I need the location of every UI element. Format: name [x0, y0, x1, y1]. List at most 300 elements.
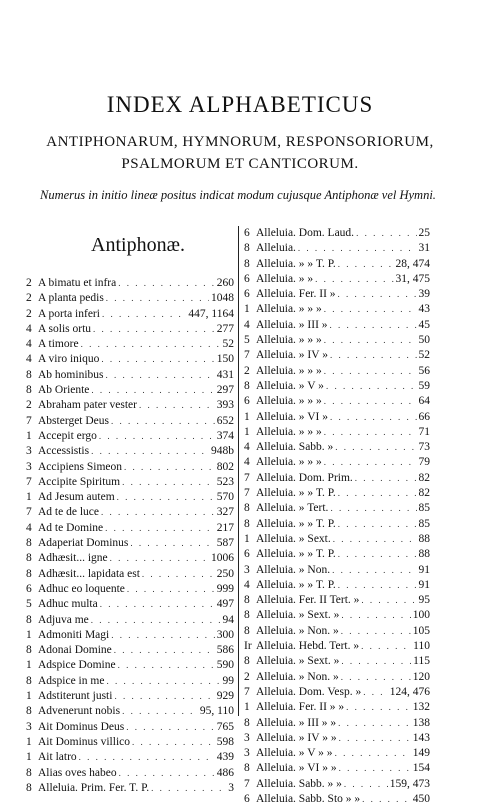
- index-entry: [244, 394, 430, 409]
- entry-mode: 8: [26, 613, 32, 626]
- entry-mode: 1: [244, 532, 250, 545]
- dot-leader: [126, 720, 215, 735]
- entry-title: Adspice Domine: [38, 659, 116, 672]
- entry-mode: 6: [244, 792, 250, 805]
- entry-page-number: 587: [216, 537, 234, 550]
- entry-title: Alleluia. » IV » »: [256, 731, 337, 744]
- entry-mode: 6: [244, 272, 250, 285]
- entry-page-number: 586: [216, 644, 234, 657]
- dot-leader: [338, 486, 417, 501]
- index-entry: [26, 567, 234, 582]
- entry-title: A bimatu et infra: [38, 277, 117, 289]
- dot-leader: [100, 597, 215, 612]
- index-entry: [26, 628, 234, 643]
- entry-title: Ab Oriente: [38, 384, 90, 397]
- index-entry: [26, 444, 234, 459]
- dot-leader: [339, 761, 411, 776]
- entry-title: Alleluia. Dom. Prim.: [256, 471, 353, 484]
- entry-page-number: 73: [418, 441, 430, 454]
- index-entry: [26, 352, 234, 367]
- entry-mode: 8: [244, 624, 250, 637]
- index-entry: [26, 291, 234, 306]
- entry-mode: 6: [26, 582, 32, 595]
- dot-leader: [362, 792, 411, 807]
- index-entry: [26, 658, 234, 673]
- entry-mode: 1: [244, 701, 250, 714]
- entry-page-number: 143: [412, 731, 430, 744]
- entry-title: Alleluia. » » T. P.: [256, 487, 336, 500]
- entry-mode: 5: [244, 334, 250, 347]
- entry-title: Alleluia. » VI »: [256, 410, 328, 423]
- dot-leader: [111, 628, 215, 643]
- dot-leader: [330, 410, 417, 425]
- entry-title: Alleluia. Sabb. » »: [256, 777, 342, 790]
- entry-title: Alleluia. » » »: [256, 303, 322, 316]
- entry-page-number: 523: [216, 475, 234, 488]
- dot-leader: [99, 429, 215, 444]
- entry-mode: 6: [244, 548, 250, 561]
- entry-title: Alleluia. » V »: [256, 379, 324, 392]
- entry-page-number: 447, 1164: [188, 307, 234, 320]
- index-entry: [244, 761, 430, 776]
- entry-page-number: 277: [216, 322, 234, 335]
- entry-title: Accessistis: [38, 445, 90, 458]
- entry-page-number: 159, 473: [389, 777, 430, 790]
- entry-page-number: 31: [418, 242, 430, 255]
- entry-mode: 4: [244, 578, 250, 591]
- right-column: [244, 226, 430, 807]
- entry-mode: 6: [244, 395, 250, 408]
- index-entry: [244, 532, 430, 547]
- entry-page-number: 150: [216, 353, 234, 366]
- entry-title: Absterget Deus: [38, 414, 110, 427]
- dot-leader: [341, 670, 411, 685]
- entry-mode: 1: [26, 751, 32, 764]
- index-entry: [244, 287, 430, 302]
- entry-mode: 7: [26, 475, 32, 488]
- entry-mode: 2: [26, 277, 32, 289]
- entry-mode: 8: [26, 368, 32, 381]
- dot-leader: [118, 276, 215, 291]
- entry-page-number: 110: [413, 640, 430, 653]
- subtitle-line-1: ANTIPHONARUM, HYMNORUM, RESPONSORIORUM,: [46, 134, 434, 150]
- index-entry: [244, 425, 430, 440]
- index-entry: [244, 517, 430, 532]
- entry-mode: 3: [244, 747, 250, 760]
- entry-title: Alleluia. » » »: [256, 334, 322, 347]
- index-entry: [244, 333, 430, 348]
- entry-title: Alleluia. » Non. »: [256, 670, 339, 683]
- entry-mode: 4: [26, 353, 32, 366]
- entry-mode: 3: [244, 731, 250, 744]
- index-entry: [244, 302, 430, 317]
- entry-mode: 4: [244, 318, 250, 331]
- dot-leader: [355, 471, 417, 486]
- index-entry: [26, 597, 234, 612]
- entry-title: Alleluia. Prim. Fer. T. P.: [38, 781, 150, 794]
- entry-title: Ait Dominus villico: [38, 735, 130, 748]
- dot-leader: [335, 746, 411, 761]
- index-entry: [26, 322, 234, 337]
- index-entry: [244, 348, 430, 363]
- entry-page-number: 100: [412, 609, 430, 622]
- dot-leader: [339, 731, 411, 746]
- dot-leader: [344, 777, 388, 792]
- entry-title: Alleluia. Dom. Vesp. »: [256, 685, 362, 698]
- dot-leader: [139, 398, 215, 413]
- entry-title: Adonai Domine: [38, 644, 112, 657]
- entry-title: Alleluia. » » »: [256, 395, 322, 408]
- entry-title: Alleluia. Sabb. Sto » »: [256, 792, 361, 805]
- index-entry: [244, 547, 430, 562]
- entry-mode: 1: [244, 410, 250, 423]
- index-entry: [244, 654, 430, 669]
- index-entry: [244, 608, 430, 623]
- entry-title: Alleluia. » » T. P.: [256, 257, 336, 270]
- dot-leader: [114, 689, 214, 704]
- index-entry: [244, 364, 430, 379]
- index-entry: [26, 398, 234, 413]
- index-entry: [26, 490, 234, 505]
- index-entry: [244, 716, 430, 731]
- entry-page-number: 66: [418, 410, 430, 423]
- dot-leader: [122, 475, 215, 490]
- index-entry: [26, 613, 234, 628]
- entry-page-number: 95: [418, 594, 430, 607]
- dot-leader: [338, 517, 417, 532]
- entry-mode: 3: [26, 720, 32, 733]
- entry-mode: 8: [244, 716, 250, 729]
- dot-leader: [341, 608, 410, 623]
- dot-leader: [361, 593, 416, 608]
- index-entry: [244, 563, 430, 578]
- entry-title: Alleluia. » III » »: [256, 716, 337, 729]
- dot-leader: [335, 440, 416, 455]
- dot-leader: [330, 501, 416, 516]
- index-entry: [26, 750, 234, 765]
- index-entry: [244, 440, 430, 455]
- dot-leader: [105, 521, 215, 536]
- entry-mode: 8: [26, 552, 32, 565]
- entry-page-number: 486: [216, 766, 234, 779]
- entry-mode: 1: [26, 735, 32, 748]
- entry-mode: 6: [244, 288, 250, 301]
- index-entry: [26, 414, 234, 429]
- dot-leader: [324, 425, 417, 440]
- index-entry: [244, 624, 430, 639]
- entry-title: Alias oves habeo: [38, 766, 117, 779]
- entry-title: Ait latro: [38, 751, 77, 764]
- index-entry: [244, 777, 430, 792]
- index-entry: [244, 318, 430, 333]
- dot-leader: [118, 658, 215, 673]
- entry-mode: 8: [244, 594, 250, 607]
- entry-page-number: 598: [216, 735, 234, 748]
- index-entry: [26, 781, 234, 796]
- entry-page-number: 91: [418, 578, 430, 591]
- entry-mode: 7: [244, 471, 250, 484]
- entry-mode: 2: [26, 292, 32, 305]
- entry-page-number: 105: [412, 624, 430, 637]
- index-entry: [26, 460, 234, 475]
- entry-page-number: 82: [418, 487, 430, 500]
- entry-title: Alleluia. » » »: [256, 425, 322, 438]
- entry-title: A viro iniquo: [38, 353, 100, 366]
- entry-mode: 8: [244, 609, 250, 622]
- index-entry: [26, 551, 234, 566]
- entry-page-number: 124, 476: [389, 685, 430, 698]
- entry-mode: 7: [244, 349, 250, 362]
- entry-page-number: 297: [216, 384, 234, 397]
- dot-leader: [102, 307, 186, 322]
- index-entry: [26, 766, 234, 781]
- entry-page-number: 99: [222, 674, 234, 687]
- index-entry: [26, 307, 234, 322]
- index-entry: [244, 685, 430, 700]
- entry-mode: 7: [244, 487, 250, 500]
- dot-leader: [361, 639, 411, 654]
- entry-page-number: 3: [228, 781, 234, 794]
- entry-page-number: 802: [216, 460, 234, 473]
- entry-mode: 8: [244, 257, 250, 270]
- entry-page-number: 1048: [211, 292, 234, 305]
- entry-page-number: 439: [216, 751, 234, 764]
- entry-page-number: 115: [413, 655, 430, 668]
- entry-page-number: 374: [216, 429, 234, 442]
- index-entry: [26, 536, 234, 551]
- entry-title: Alleluia. » IV »: [256, 349, 328, 362]
- entry-mode: 1: [244, 303, 250, 316]
- entry-mode: 1: [26, 491, 32, 504]
- dot-leader: [324, 455, 417, 470]
- entry-page-number: 154: [412, 762, 430, 775]
- index-entry: [244, 455, 430, 470]
- entry-mode: 8: [26, 537, 32, 550]
- entry-page-number: 948b: [211, 445, 234, 458]
- entry-title: Alleluia. » » T. P.: [256, 517, 336, 530]
- entry-mode: 1: [26, 429, 32, 442]
- index-entry: [244, 731, 430, 746]
- entry-mode: 7: [26, 506, 32, 519]
- entry-page-number: 765: [216, 720, 234, 733]
- dot-leader: [151, 781, 226, 796]
- index-entry: [26, 505, 234, 520]
- dot-leader: [132, 735, 215, 750]
- index-entry: [244, 639, 430, 654]
- dot-leader: [81, 337, 221, 352]
- index-entry: [26, 674, 234, 689]
- dot-leader: [330, 348, 417, 363]
- entry-page-number: 59: [418, 379, 430, 392]
- index-entry: [26, 383, 234, 398]
- entry-mode: 7: [244, 777, 250, 790]
- dot-leader: [79, 750, 215, 765]
- entry-page-number: 91: [418, 563, 430, 576]
- entry-title: Alleluia. Hebd. Tert. »: [256, 640, 360, 653]
- left-column: [26, 276, 234, 796]
- entry-title: A solis ortu: [38, 322, 92, 335]
- dot-leader: [91, 444, 209, 459]
- entry-page-number: 25: [418, 227, 430, 239]
- dot-leader: [111, 414, 215, 429]
- entry-page-number: 31, 475: [395, 272, 430, 285]
- entry-page-number: 50: [418, 334, 430, 347]
- entry-title: Ait Dominus Deus: [38, 720, 125, 733]
- dot-leader: [333, 532, 417, 547]
- dot-leader: [101, 505, 215, 520]
- entry-mode: 7: [244, 685, 250, 698]
- index-entry: [26, 337, 234, 352]
- entry-title: Ad Jesum autem: [38, 491, 115, 504]
- entry-title: Alleluia. » » »: [256, 456, 322, 469]
- entry-mode: 1: [26, 659, 32, 672]
- entry-page-number: 94: [222, 613, 234, 626]
- entry-title: Alleluia. » Sext. »: [256, 655, 340, 668]
- entry-mode: 4: [244, 441, 250, 454]
- index-entry: [26, 582, 234, 597]
- entry-page-number: 590: [216, 659, 234, 672]
- dot-leader: [363, 685, 388, 700]
- index-entry: [244, 792, 430, 807]
- entry-title: Advenerunt nobis: [38, 705, 121, 718]
- entry-title: Adjuva me: [38, 613, 89, 626]
- index-entry: [244, 471, 430, 486]
- entry-title: Alleluia. » Sext. »: [256, 609, 340, 622]
- entry-title: Alleluia. » Tert.: [256, 502, 329, 515]
- entry-mode: 8: [244, 762, 250, 775]
- entry-page-number: 52: [222, 338, 234, 351]
- dot-leader: [338, 257, 394, 272]
- dot-leader: [324, 302, 417, 317]
- index-entry: [244, 700, 430, 715]
- entry-mode: 2: [244, 364, 250, 377]
- entry-page-number: 39: [418, 288, 430, 301]
- index-entry: [244, 226, 430, 241]
- entry-title: Alleluia. » Non. »: [256, 624, 339, 637]
- entry-mode: Ir: [244, 640, 252, 653]
- entry-title: Alleluia. » III »: [256, 318, 328, 331]
- entry-title: Adhuc eo loquente: [38, 582, 125, 595]
- entry-page-number: 28, 474: [395, 257, 430, 270]
- entry-page-number: 431: [216, 368, 234, 381]
- entry-page-number: 132: [412, 701, 430, 714]
- entry-mode: 7: [26, 414, 32, 427]
- mode-note: Numerus in initio lineæ positus indicat modum cujusque Antiphonæ vel Hymni.: [40, 188, 436, 202]
- dot-leader: [119, 766, 215, 781]
- index-entry: [244, 272, 430, 287]
- entry-mode: 8: [26, 674, 32, 687]
- entry-mode: 8: [26, 705, 32, 718]
- entry-page-number: 450: [412, 792, 430, 805]
- entry-mode: 3: [26, 445, 32, 458]
- entry-title: Alleluia. » Sext.: [256, 532, 331, 545]
- dot-leader: [124, 460, 215, 475]
- entry-page-number: 85: [418, 502, 430, 515]
- index-entry: [244, 501, 430, 516]
- dot-leader: [117, 490, 215, 505]
- entry-title: Adhæsit... igne: [38, 552, 108, 565]
- entry-title: A planta pedis: [38, 292, 104, 305]
- index-entry: [244, 241, 430, 256]
- entry-mode: 5: [26, 598, 32, 611]
- entry-page-number: 138: [412, 716, 430, 729]
- entry-mode: 1: [26, 628, 32, 641]
- dot-leader: [101, 352, 214, 367]
- index-entry: [244, 257, 430, 272]
- index-entry: [244, 670, 430, 685]
- entry-title: Alleluia. » » »: [256, 364, 322, 377]
- entry-title: Abraham pater vester: [38, 399, 137, 412]
- dot-leader: [106, 674, 220, 689]
- entry-page-number: 52: [418, 349, 430, 362]
- index-entry: [26, 720, 234, 735]
- entry-mode: 8: [26, 567, 32, 580]
- entry-mode: 2: [26, 307, 32, 320]
- index-entry: [26, 689, 234, 704]
- entry-page-number: 929: [216, 690, 234, 703]
- entry-title: Alleluia. » » T. P.: [256, 548, 336, 561]
- entry-title: Alleluia.: [256, 242, 296, 255]
- entry-mode: 8: [26, 766, 32, 779]
- entry-mode: 8: [244, 502, 250, 515]
- subtitle-line-2: PSALMORUM ET CANTICORUM.: [121, 156, 359, 172]
- dot-leader: [338, 287, 417, 302]
- entry-page-number: 570: [216, 491, 234, 504]
- index-entry: [244, 578, 430, 593]
- entry-mode: 8: [26, 781, 32, 794]
- entry-page-number: 120: [412, 670, 430, 683]
- index-entry: [26, 475, 234, 490]
- dot-leader: [106, 368, 215, 383]
- dot-leader: [338, 716, 411, 731]
- entry-title: Ad te Domine: [38, 521, 104, 534]
- dot-leader: [346, 700, 411, 715]
- index-entry: [26, 429, 234, 444]
- entry-title: Ab hominibus: [38, 368, 104, 381]
- entry-page-number: 95, 110: [199, 705, 234, 718]
- dot-leader: [326, 379, 417, 394]
- dot-leader: [330, 318, 417, 333]
- entry-page-number: 88: [418, 548, 430, 561]
- dot-leader: [315, 272, 393, 287]
- entry-title: Adstiterunt justi: [38, 690, 113, 703]
- dot-leader: [127, 582, 215, 597]
- entry-mode: 8: [244, 655, 250, 668]
- index-entry: [244, 746, 430, 761]
- column-divider: [238, 226, 239, 716]
- entry-page-number: 64: [418, 395, 430, 408]
- entry-title: Accipiens Simeon: [38, 460, 122, 473]
- entry-title: Admoniti Magi: [38, 628, 110, 641]
- entry-mode: 8: [244, 379, 250, 392]
- dot-leader: [324, 394, 417, 409]
- entry-title: Alleluia. Dom. Laud.: [256, 227, 355, 239]
- entry-title: Alleluia. Sabb. »: [256, 441, 334, 454]
- entry-page-number: 149: [412, 747, 430, 760]
- entry-page-number: 300: [216, 628, 234, 641]
- entry-mode: 1: [244, 425, 250, 438]
- dot-leader: [324, 364, 417, 379]
- entry-title: A timore: [38, 338, 79, 351]
- dot-leader: [142, 567, 215, 582]
- entry-page-number: 497: [216, 598, 234, 611]
- entry-mode: 4: [26, 521, 32, 534]
- entry-title: Alleluia. Fer. II » »: [256, 701, 345, 714]
- index-entry: [244, 486, 430, 501]
- entry-page-number: 79: [418, 456, 430, 469]
- dot-leader: [298, 241, 417, 256]
- index-entry: [26, 643, 234, 658]
